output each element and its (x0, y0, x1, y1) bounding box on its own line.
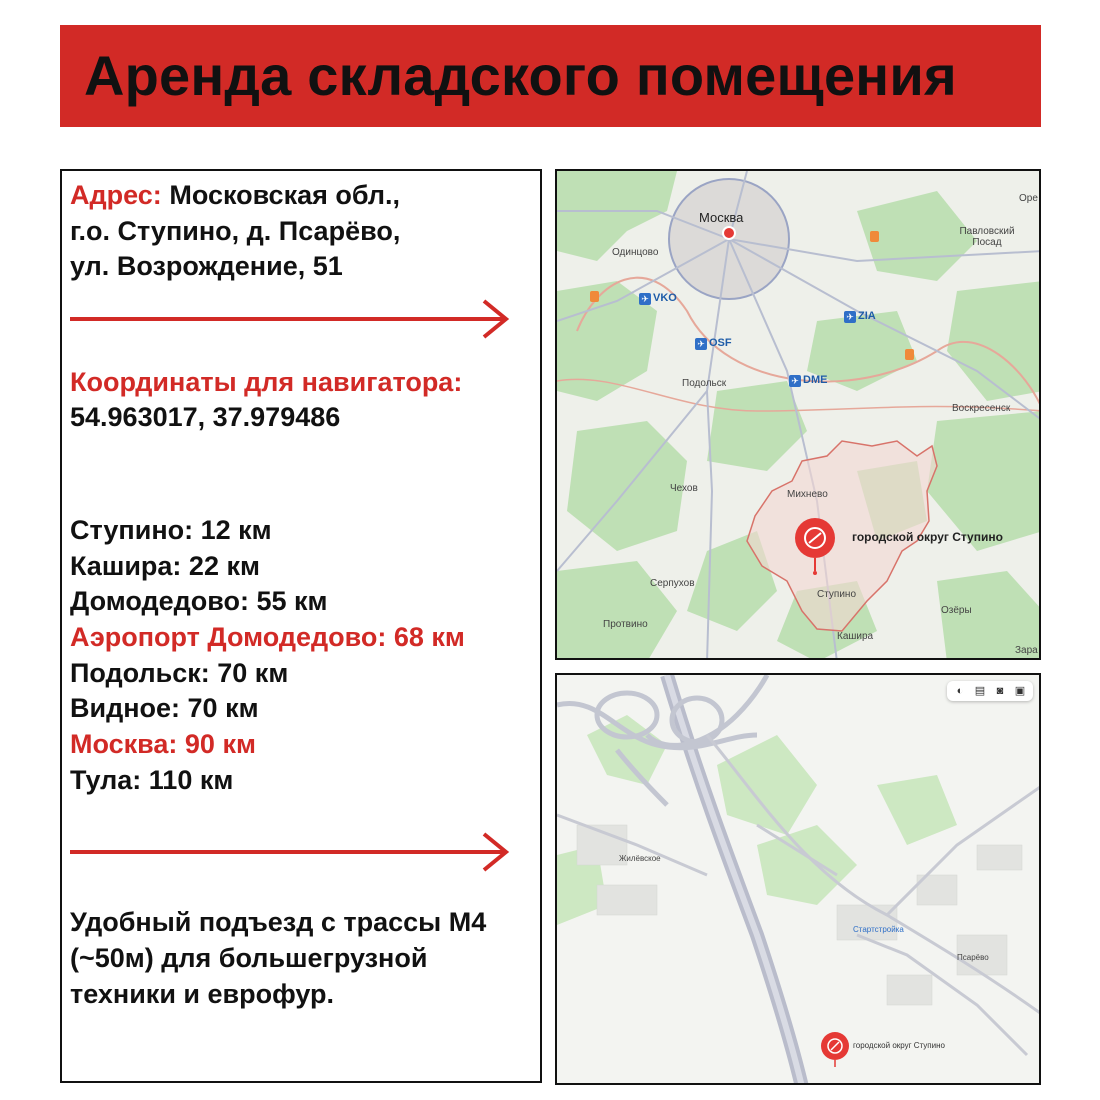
place-label: Псарёво (957, 953, 989, 962)
address-label: Адрес: (70, 180, 162, 210)
place-label: Стартстройка (853, 925, 904, 934)
layers-icon[interactable]: ◐ (956, 685, 964, 697)
page-title: Аренда складского помещения (84, 44, 957, 107)
distance-item: Кашира: 22 км (70, 551, 260, 581)
airport-marker (695, 337, 732, 350)
traffic-icon[interactable]: ▤ (974, 685, 986, 697)
distance-item: Тула: 110 км (70, 765, 234, 795)
fuel-icon (870, 231, 879, 242)
fuel-icon (590, 291, 599, 302)
distance-item: Видное: 70 км (70, 693, 259, 723)
district-pin-label: городской округ Ступино (853, 1041, 945, 1050)
airplane-icon: ✈ (695, 338, 707, 350)
airport-code: VKO (653, 292, 677, 304)
transit-icon[interactable]: ▣ (1014, 685, 1026, 697)
place-label: Протвино (603, 619, 648, 630)
title-banner (60, 25, 1041, 127)
coordinates-label: Координаты для навигатора: (70, 367, 463, 397)
airplane-icon: ✈ (844, 311, 856, 323)
fuel-icon (905, 349, 914, 360)
place-label: Озёры (941, 605, 972, 616)
detail-map-canvas (557, 675, 1041, 1085)
airport-marker (639, 292, 677, 305)
access-line2: (~50м) для большегрузной (70, 943, 428, 973)
airport-code: OSF (709, 337, 732, 349)
place-label: Павловский Посад (959, 226, 1015, 248)
airport-marker (844, 310, 876, 323)
place-label: Зара (1015, 645, 1038, 656)
place-label: Кашира (837, 631, 874, 642)
place-label: Подольск (682, 378, 727, 389)
overview-map[interactable] (555, 169, 1041, 660)
airport-code: ZIA (858, 310, 876, 322)
district-pin-label: городской округ Ступино (852, 530, 1003, 544)
address-line1: Московская обл., (169, 180, 401, 210)
place-label: Оре (1019, 193, 1038, 204)
airplane-icon: ✈ (789, 375, 801, 387)
airport-code: DME (803, 374, 828, 386)
access-line1: Удобный подъезд с трассы М4 (70, 907, 487, 937)
info-panel (60, 169, 542, 1083)
address-line-1 (70, 177, 400, 213)
address-line2: г.о. Ступино, д. Псарёво, (70, 216, 401, 246)
distance-item: Ступино: 12 км (70, 515, 272, 545)
distance-item: Домодедово: 55 км (70, 586, 328, 616)
airport-marker (789, 374, 827, 387)
place-label: Чехов (670, 483, 698, 494)
distance-item-highlight: Аэропорт Домодедово: 68 км (70, 622, 465, 652)
camera-icon[interactable]: ◙ (996, 685, 1004, 697)
place-label: Москва (699, 210, 744, 225)
place-label: Жилёвское (619, 854, 661, 863)
place-label: Михнево (787, 489, 828, 500)
access-line3: техники и еврофур. (70, 979, 335, 1009)
place-label: Одинцово (612, 247, 659, 258)
place-label: Воскресенск (952, 403, 1011, 414)
place-label: Серпухов (650, 578, 695, 589)
arrow-right-icon (70, 832, 510, 872)
arrow-right-icon (70, 299, 510, 339)
map-toolbar (947, 681, 1033, 701)
place-label: Ступино (817, 589, 856, 600)
coordinates-value: 54.963017, 37.979486 (70, 402, 341, 432)
airplane-icon: ✈ (639, 293, 651, 305)
distance-item: Подольск: 70 км (70, 658, 289, 688)
detail-map[interactable] (555, 673, 1041, 1085)
address-line3: ул. Возрождение, 51 (70, 251, 343, 281)
distance-item-highlight: Москва: 90 км (70, 729, 256, 759)
